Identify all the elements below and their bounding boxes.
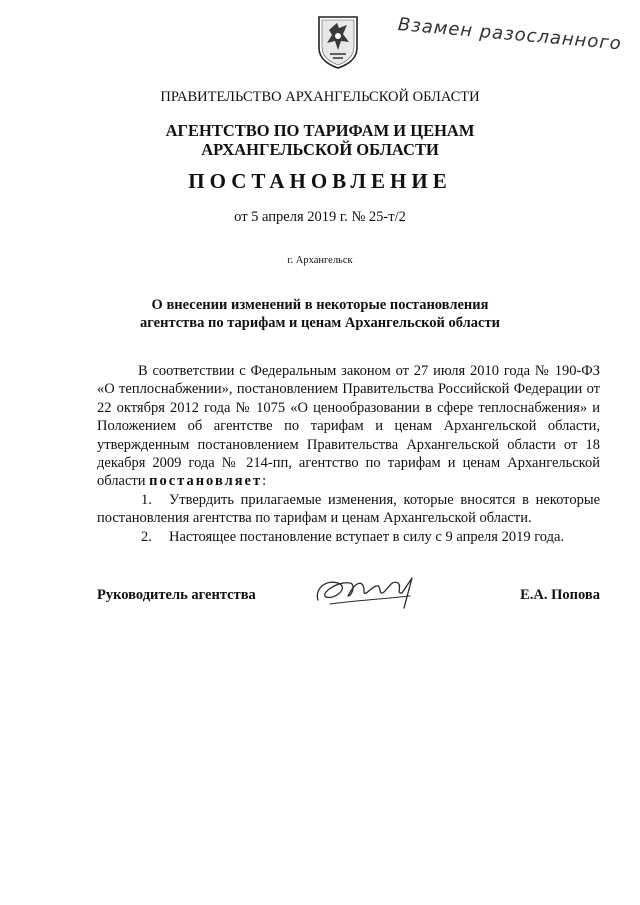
item-2-text: Настоящее постановление вступает в силу с 9 апреля 2019 года.: [169, 528, 565, 545]
handwritten-note: Взамен разосланного: [397, 14, 623, 55]
subject-line-2: агентства по тарифам и ценам Архангельской области: [140, 315, 500, 331]
agency-name-line-2: АРХАНГЕЛЬСКОЙ ОБЛАСТИ: [201, 140, 439, 159]
item-1-number: 1.: [141, 491, 152, 508]
document-type: ПОСТАНОВЛЕНИЕ: [188, 169, 452, 193]
resolves-colon: :: [262, 473, 267, 490]
document-subject: [0, 296, 640, 332]
resolves-word: постановляет: [149, 473, 263, 490]
preamble-paragraph: [97, 362, 600, 491]
signatory-title: Руководитель агентства: [97, 587, 256, 603]
document-date-number: от 5 апреля 2019 г. № 25-т/2: [234, 209, 406, 225]
item-1: [97, 491, 600, 528]
item-2-number: 2.: [141, 528, 152, 545]
agency-name: [0, 121, 640, 159]
coat-of-arms-emblem: [316, 14, 360, 70]
handwritten-signature: [312, 566, 424, 614]
document-city: г. Архангельск: [287, 255, 353, 266]
preamble-text: В соответствии с Федеральным законом от 27 июля 2010 года № 190-ФЗ «О теплоснабжении», постановлением Правительства Российской Федерации от 22 октября 2012 года № 1075 «О ценообразовании в сфере теплоснабжения» и Положением об агентстве по тарифам и ценам Архангельской области, утвержденным постановлением Правительства Архангельской области от 18 декабря 2009 года № 214-пп, агентство по тарифам и ценам Архангельской области: [97, 363, 600, 490]
document-body: [97, 362, 600, 546]
item-2: [97, 528, 600, 546]
government-name: ПРАВИТЕЛЬСТВО АРХАНГЕЛЬСКОЙ ОБЛАСТИ: [160, 89, 480, 105]
signatory-name: Е.А. Попова: [520, 587, 600, 603]
subject-line-1: О внесении изменений в некоторые постановления: [151, 297, 489, 313]
item-1-text: Утвердить прилагаемые изменения, которые вносятся в некоторые постановления агентства по тарифам и ценам Архангельской области.: [97, 491, 600, 527]
agency-name-line-1: АГЕНТСТВО ПО ТАРИФАМ И ЦЕНАМ: [165, 121, 475, 140]
